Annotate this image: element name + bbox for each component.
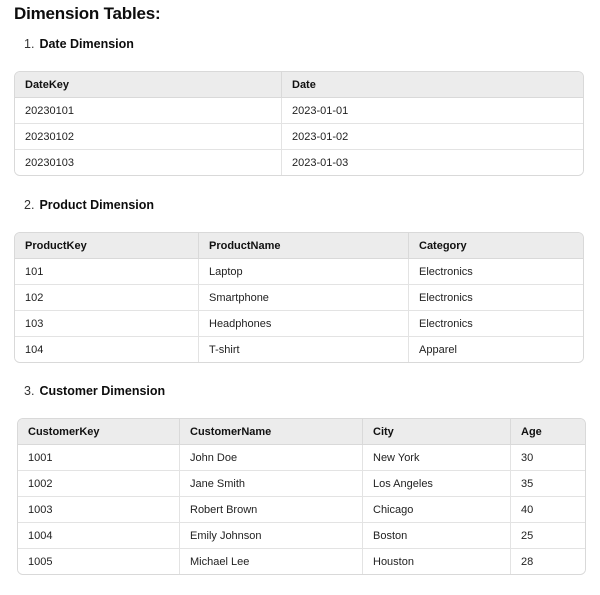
- table-row: [15, 150, 583, 175]
- product-dimension-table: [14, 232, 584, 363]
- section-number: 2.: [24, 198, 35, 212]
- table-row: [15, 124, 583, 150]
- cell-city: Houston: [363, 549, 511, 574]
- column-header-date: Date: [282, 72, 583, 98]
- cell-age: 30: [511, 445, 585, 471]
- cell-customername: John Doe: [180, 445, 363, 471]
- table-row: [18, 471, 585, 497]
- cell-customername: Michael Lee: [180, 549, 363, 574]
- cell-productname: Smartphone: [199, 285, 409, 311]
- column-header-age: Age: [511, 419, 585, 445]
- column-header-category: Category: [409, 233, 583, 259]
- cell-productkey: 101: [15, 259, 199, 285]
- cell-date: 2023-01-02: [282, 124, 583, 150]
- table-row: [18, 497, 585, 523]
- table-header-row: [15, 233, 583, 259]
- section-title: Customer Dimension: [39, 384, 166, 398]
- cell-customername: Jane Smith: [180, 471, 363, 497]
- cell-customerkey: 1001: [18, 445, 180, 471]
- column-header-city: City: [363, 419, 511, 445]
- column-header-productname: ProductName: [199, 233, 409, 259]
- cell-datekey: 20230101: [15, 98, 282, 124]
- cell-customerkey: 1004: [18, 523, 180, 549]
- cell-productkey: 102: [15, 285, 199, 311]
- cell-productkey: 103: [15, 311, 199, 337]
- cell-category: Electronics: [409, 259, 583, 285]
- section-number: 1.: [24, 37, 35, 51]
- cell-city: Los Angeles: [363, 471, 511, 497]
- cell-category: Apparel: [409, 337, 583, 362]
- section-title: Product Dimension: [39, 198, 155, 212]
- column-header-customerkey: CustomerKey: [18, 419, 180, 445]
- cell-city: Boston: [363, 523, 511, 549]
- table-row: [18, 549, 585, 574]
- cell-productname: T-shirt: [199, 337, 409, 362]
- section-title: Date Dimension: [39, 37, 134, 51]
- table-row: [15, 311, 583, 337]
- date-dimension-table: [14, 71, 584, 176]
- cell-productname: Laptop: [199, 259, 409, 285]
- table-row: [15, 98, 583, 124]
- column-header-datekey: DateKey: [15, 72, 282, 98]
- table-row: [15, 285, 583, 311]
- cell-category: Electronics: [409, 285, 583, 311]
- cell-age: 28: [511, 549, 585, 574]
- cell-customerkey: 1005: [18, 549, 180, 574]
- cell-age: 40: [511, 497, 585, 523]
- section-heading-customer: [24, 384, 165, 398]
- table-header-row: [15, 72, 583, 98]
- cell-age: 35: [511, 471, 585, 497]
- section-heading-product: [24, 198, 154, 212]
- table-row: [18, 445, 585, 471]
- cell-city: Chicago: [363, 497, 511, 523]
- page-title: Dimension Tables:: [14, 4, 161, 23]
- cell-city: New York: [363, 445, 511, 471]
- section-number: 3.: [24, 384, 35, 398]
- table-row: [15, 337, 583, 362]
- cell-datekey: 20230102: [15, 124, 282, 150]
- cell-customername: Emily Johnson: [180, 523, 363, 549]
- customer-dimension-table: [17, 418, 586, 575]
- table-row: [15, 259, 583, 285]
- cell-customerkey: 1002: [18, 471, 180, 497]
- cell-productkey: 104: [15, 337, 199, 362]
- cell-customerkey: 1003: [18, 497, 180, 523]
- section-heading-date: [24, 37, 134, 51]
- cell-date: 2023-01-01: [282, 98, 583, 124]
- cell-age: 25: [511, 523, 585, 549]
- cell-datekey: 20230103: [15, 150, 282, 175]
- table-row: [18, 523, 585, 549]
- table-header-row: [18, 419, 585, 445]
- column-header-customername: CustomerName: [180, 419, 363, 445]
- column-header-productkey: ProductKey: [15, 233, 199, 259]
- cell-date: 2023-01-03: [282, 150, 583, 175]
- cell-productname: Headphones: [199, 311, 409, 337]
- cell-customername: Robert Brown: [180, 497, 363, 523]
- cell-category: Electronics: [409, 311, 583, 337]
